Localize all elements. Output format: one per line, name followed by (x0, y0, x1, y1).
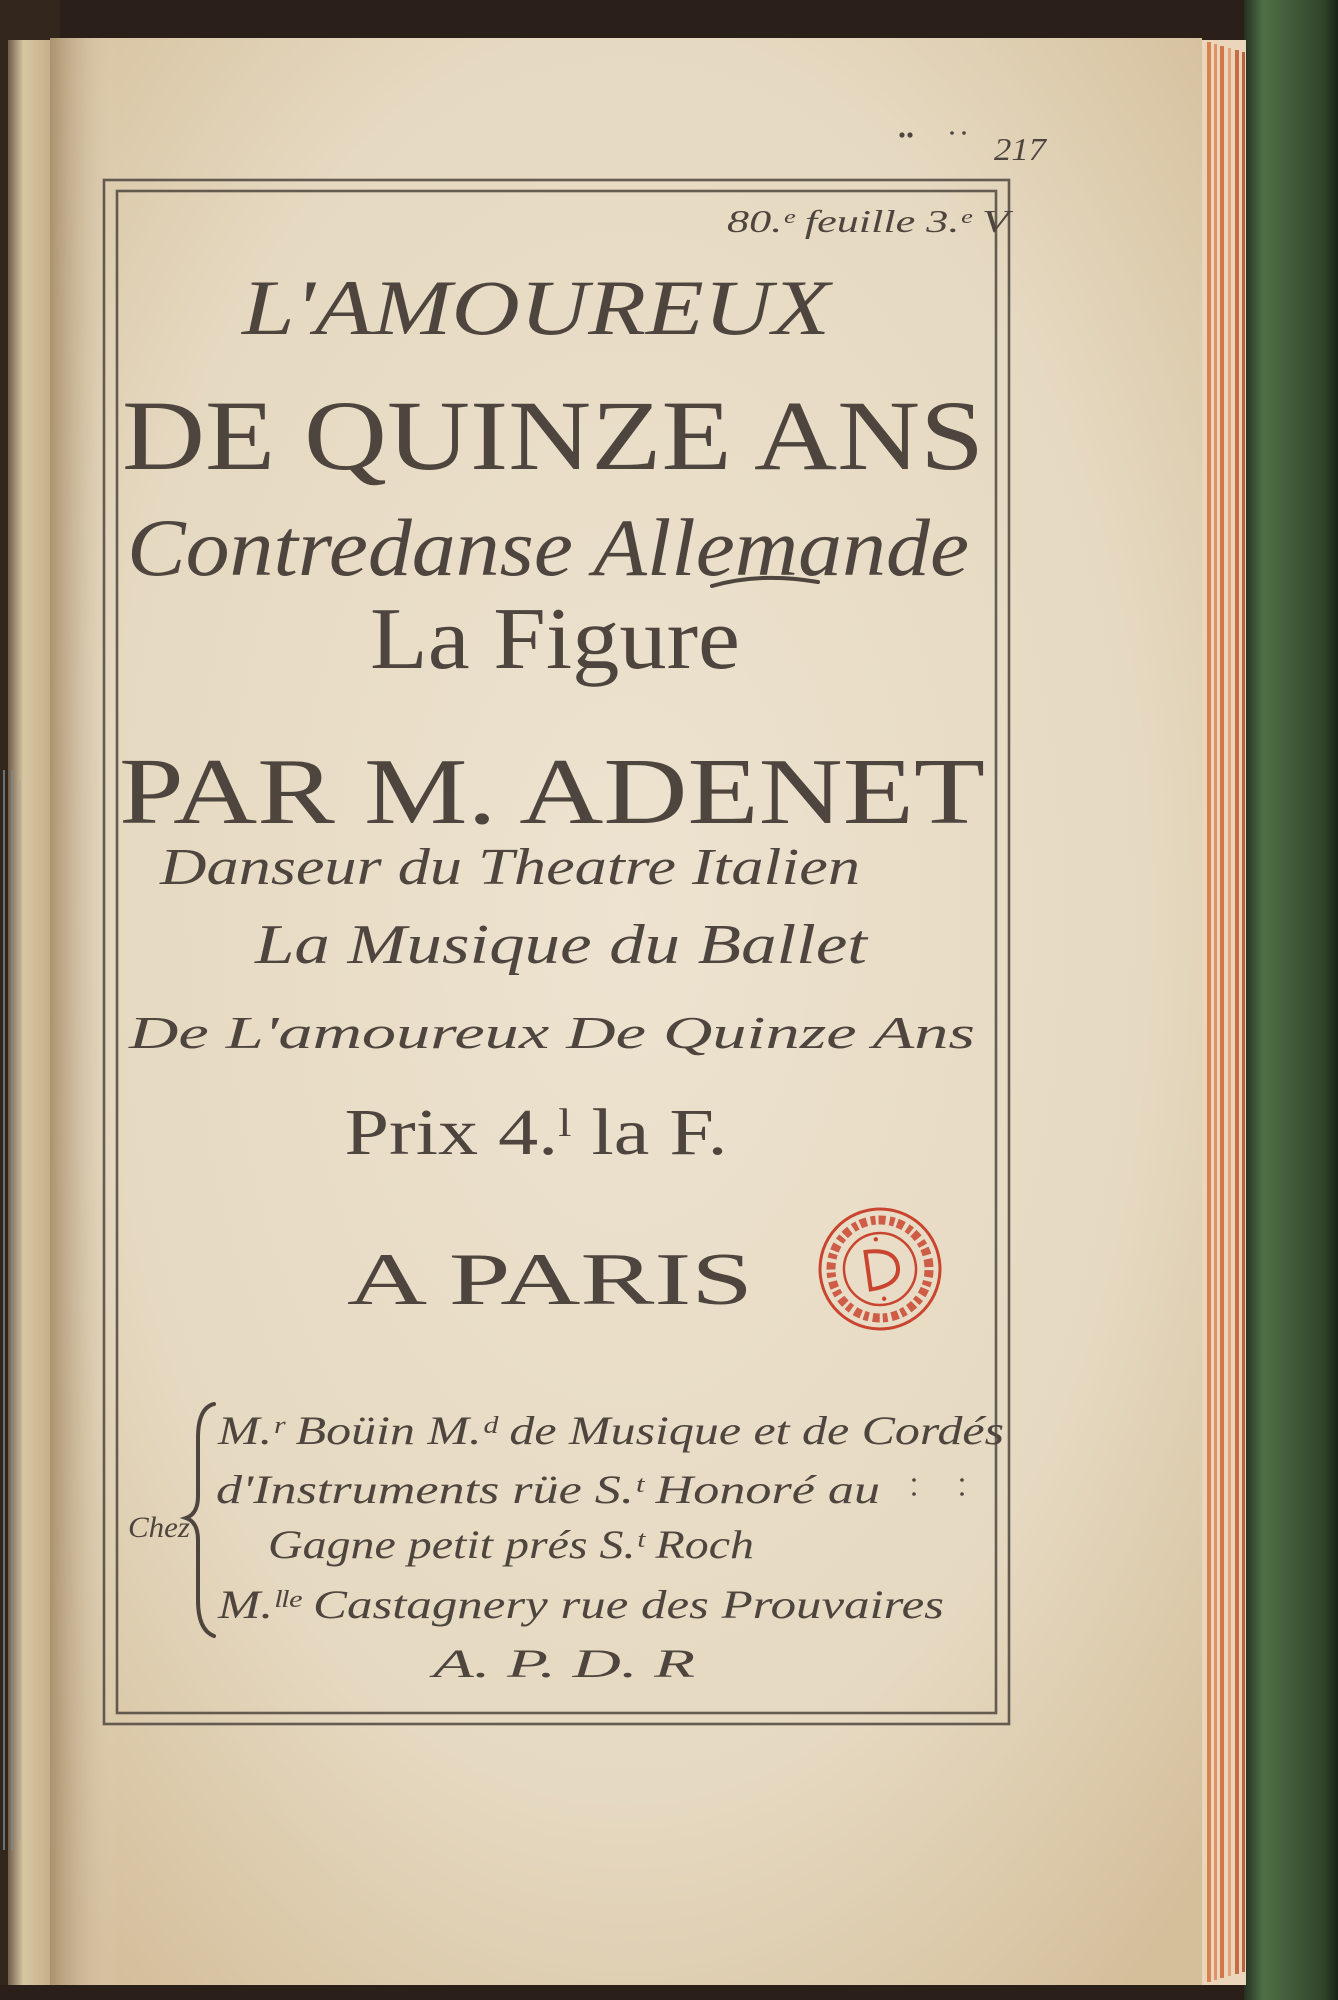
title-line-1: L'AMOUREUX (240, 264, 835, 351)
seller-line: d'Instruments rüe S.ᵗ Honoré au (216, 1467, 880, 1512)
music-line-2: De L'amoureux De Quinze Ans (127, 1007, 975, 1058)
figure-heading: La Figure (370, 591, 740, 688)
seller-line: M.ʳ Boüin M.ᵈ de Musique et de Cordés (216, 1408, 1004, 1453)
privilege-line: A. P. D. R (427, 1641, 695, 1686)
seller-line: Gagne petit prés S.ᵗ Roch (268, 1522, 754, 1567)
seller-line: M.ˡˡᵉ Castagnery rue des Prouvaires (216, 1582, 944, 1627)
folio-number: 217 (994, 131, 1049, 167)
title-line-2: DE QUINZE ANS (122, 380, 984, 491)
sheet-note: 80.ᵉ feuille 3.ᵉ V (727, 203, 1014, 239)
author-line: PAR M. ADENET (119, 740, 985, 844)
scan-bottom-edge (0, 1985, 1244, 2000)
subtitle-contredanse: Contredanse Allemande (127, 502, 970, 593)
binding-right (1244, 0, 1338, 2000)
price-line: Prix 4.ˡ la F. (344, 1096, 728, 1169)
place-line: A PARIS (347, 1239, 753, 1321)
gutter-shadow (50, 38, 120, 1985)
music-line-1: La Musique du Ballet (253, 914, 869, 976)
page-edges (1198, 40, 1246, 1985)
author-role: Danseur du Theatre Italien (158, 839, 860, 896)
chez-label: Chez (128, 1511, 191, 1544)
